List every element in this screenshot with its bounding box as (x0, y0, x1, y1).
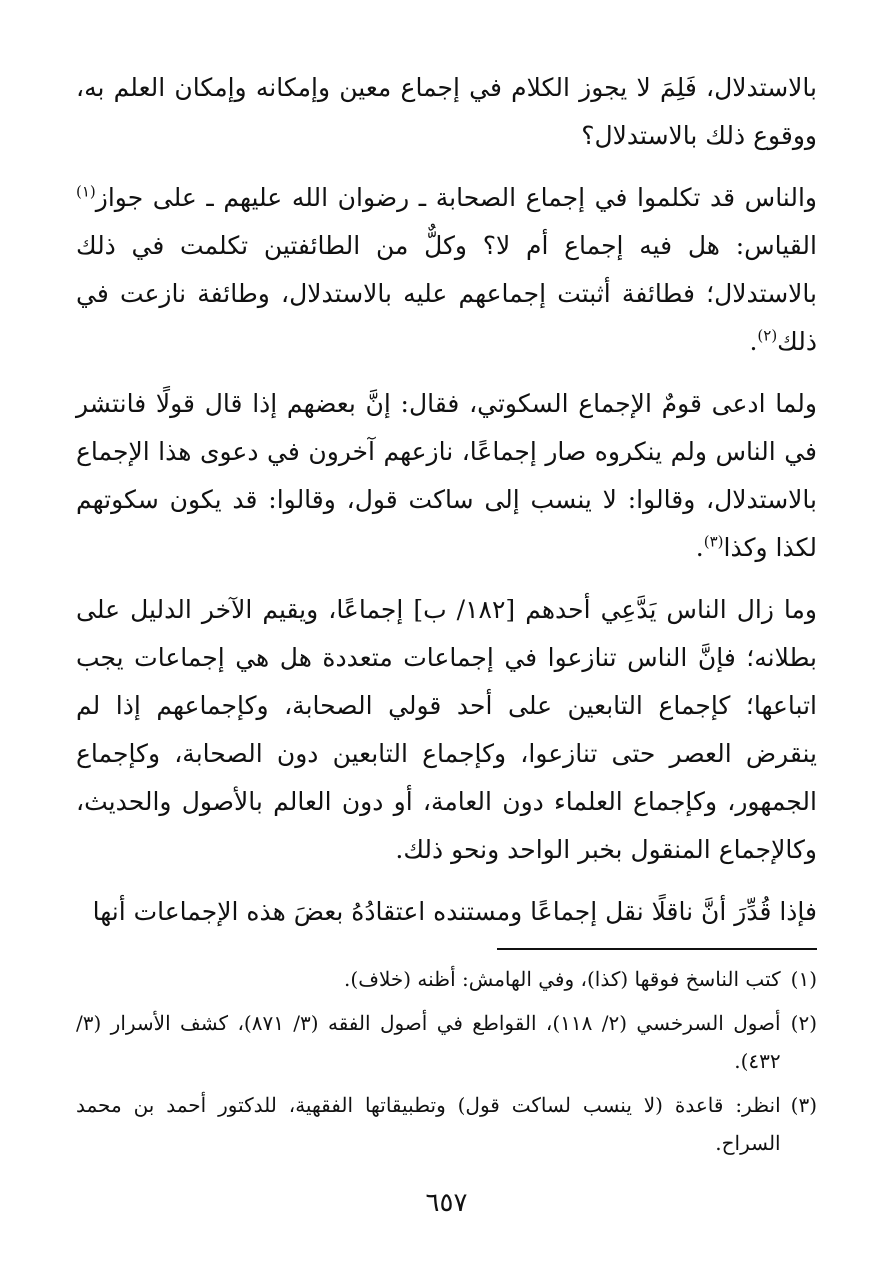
footnotes (76, 960, 817, 1168)
footnote-3-text: انظر: قاعدة (لا ينسب لساكت قول) وتطبيقاتها الفقهية، للدكتور أحمد بن محمد السراح. (76, 1093, 781, 1155)
paragraph-3-text-after: . (695, 533, 704, 562)
paragraph-4 (76, 586, 817, 874)
footnote-3-number: (٣) (790, 1093, 817, 1117)
paragraph-2 (76, 174, 817, 366)
paragraph-2-text-before: والناس قد تكلموا في إجماع الصحابة ـ رضوان الله عليهم ـ على جواز (95, 183, 817, 212)
paragraph-2-text-after: . (749, 327, 758, 356)
footnote-divider (497, 948, 817, 950)
paragraph-5 (76, 888, 817, 936)
paragraph-1-text: بالاستدلال، فَلِمَ لا يجوز الكلام في إجماع معين وإمكانه وإمكان العلم به، ووقوع ذلك بالاستدلال؟ (76, 73, 817, 150)
paragraph-1 (76, 64, 817, 160)
paragraph-2-text-middle: القياس: هل فيه إجماع أم لا؟ وكلٌّ من الطائفتين تكلمت في ذلك بالاستدلال؛ فطائفة أثبتت إجماعهم عليه بالاستدلال، وطائفة نازعت في ذلك (76, 231, 818, 356)
footnote-2-text: أصول السرخسي (٢/ ١١٨)، القواطع في أصول الفقه (٣/ ٨٧١)، كشف الأسرار (٣/ ٤٣٢). (76, 1011, 781, 1073)
main-text (76, 64, 817, 950)
paragraph-5-text: فإذا قُدِّرَ أنَّ ناقلًا نقل إجماعًا ومستنده اعتقادُهُ بعضَ هذه الإجماعات أنها (92, 897, 817, 926)
paragraph-3-text-before: ولما ادعى قومٌ الإجماع السكوتي، فقال: إنَّ بعضهم إذا قال قولًا فانتشر في الناس ولم ينكروه صار إجماعًا، نازعهم آخرون في دعوى هذا الإجماع بالاستدلال، وقالوا: لا ينسب إلى ساكت قول، وقالوا: قد يكون سكوتهم لكذا وكذا (76, 389, 817, 562)
footnote-1-number: (١) (790, 967, 817, 991)
footnote-3 (76, 1086, 817, 1162)
footnote-ref-3: (٣) (703, 532, 724, 551)
paragraph-3 (76, 380, 817, 572)
footnote-ref-1: (١) (76, 182, 96, 201)
footnote-1 (76, 960, 817, 998)
footnote-2-number: (٢) (790, 1011, 817, 1035)
page-number: ٦٥٧ (425, 1188, 468, 1218)
footnote-ref-2: (٢) (757, 326, 778, 345)
footnote-2 (76, 1004, 817, 1080)
footnote-1-text: كتب الناسخ فوقها (كذا)، وفي الهامش: أظنه (خلاف). (344, 967, 781, 991)
paragraph-4-text: وما زال الناس يَدَّعِي أحدهم [١٨٢/ ب] إجماعًا، ويقيم الآخر الدليل على بطلانه؛ فإنَّ الناس تنازعوا في إجماعات متعددة هل هي إجماعات يجب اتباعها؛ كإجماع التابعين على أحد قولي الصحابة، وكإجماعهم إذا لم ينقرض العصر حتى تنازعوا، وكإجماع التابعين دون الصحابة، وكإجماع الجمهور، وكإجماع العلماء دون العامة، أو دون العالم بالأصول والحديث، وكالإجماع المنقول بخبر الواحد ونحو ذلك. (76, 595, 818, 864)
